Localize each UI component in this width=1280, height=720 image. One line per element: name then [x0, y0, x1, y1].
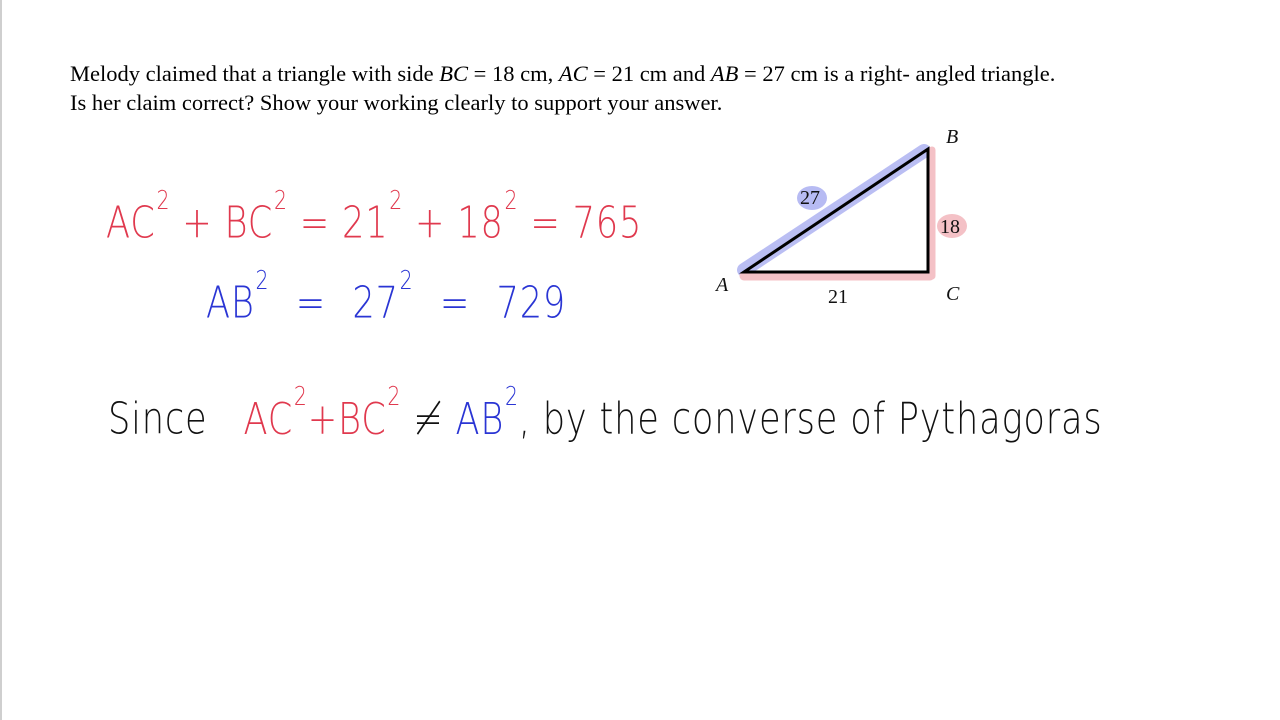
side-label-ac: 21 — [828, 286, 848, 308]
equation-sum-of-squares: $AC^2 + BC^2 = 21^2 + 18^2 = 765$ — [106, 186, 643, 249]
conclusion-statement: Since $AC^2+BC^2 \ne AB^2$, by the converse of Pythagoras — [108, 382, 1103, 445]
vertex-label-c: C — [946, 283, 960, 305]
vertex-label-a: A — [716, 274, 729, 296]
side-label-ab: 27 — [800, 187, 820, 209]
vertex-label-b: B — [946, 126, 959, 148]
equation-hypotenuse-square: $AB^2 = 27^2 = 729$ — [206, 266, 567, 329]
triangle-abc — [744, 149, 928, 272]
question-line-1: Melody claimed that a triangle with side BC = 18 cm, AC = 21 cm and AB = 27 cm is a right- angled triangle. — [70, 61, 1056, 86]
question-line-2: Is her claim correct? Show your working clearly to support your answer. — [70, 89, 723, 115]
side-label-bc: 18 — [940, 216, 960, 238]
